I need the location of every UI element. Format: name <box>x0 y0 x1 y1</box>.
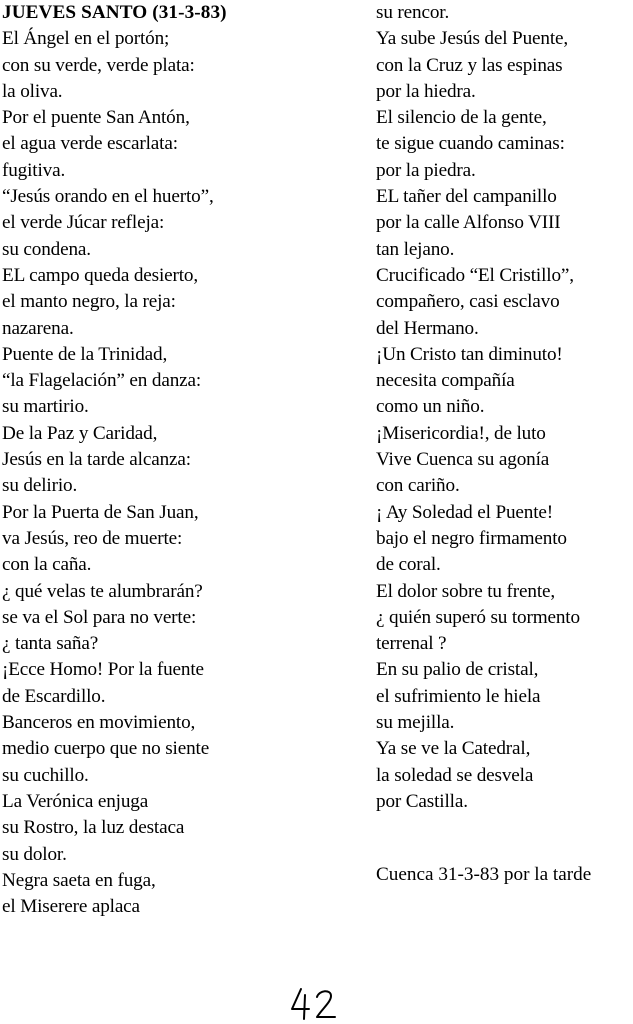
poem-line: compañero, casi esclavo <box>376 291 560 313</box>
poem-line: Banceros en movimiento, <box>2 712 196 734</box>
poem-line: EL campo queda desierto, <box>2 264 199 286</box>
poem-signature: Cuenca 31-3-83 por la tarde <box>376 864 592 885</box>
poem-left-column <box>2 0 332 920</box>
poem-line: con la caña. <box>2 554 92 576</box>
poem-line: la soledad se desvela <box>376 764 534 786</box>
poem-line: Ya sube Jesús del Puente, <box>376 28 569 50</box>
poem-line: con cariño. <box>376 475 460 497</box>
poem-line: su martirio. <box>2 396 89 418</box>
poem-line: su rencor. <box>376 2 450 23</box>
poem-line: el Miserere aplaca <box>2 896 140 918</box>
poem-line: como un niño. <box>376 396 485 418</box>
poem-line: ¿ tanta saña? <box>2 633 99 655</box>
poem-line: El Ángel en el portón; <box>2 28 170 50</box>
poem-right-column <box>376 0 633 815</box>
page-number <box>287 985 347 1021</box>
poem-line: ¡Ecce Homo! Por la fuente <box>2 659 204 681</box>
poem-title: JUEVES SANTO (31-3-83) <box>2 2 227 23</box>
poem-line: ¡Misericordia!, de luto <box>376 422 546 444</box>
poem-line: Puente de la Trinidad, <box>2 343 168 365</box>
poem-line: el sufrimiento le hiela <box>376 685 541 707</box>
poem-line: bajo el negro firmamento <box>376 527 567 549</box>
poem-line: En su palio de cristal, <box>376 659 539 681</box>
poem-line: ¡Un Cristo tan diminuto! <box>376 343 563 365</box>
poem-line: su cuchillo. <box>2 764 89 786</box>
poem-line: su mejilla. <box>376 712 455 734</box>
poem-line: por Castilla. <box>376 790 468 812</box>
poem-line: con su verde, verde plata: <box>2 54 195 76</box>
poem-line: La Verónica enjuga <box>2 790 149 812</box>
poem-line: Crucificado “El Cristillo”, <box>376 264 574 286</box>
poem-line: por la hiedra. <box>376 80 476 102</box>
poem-line: medio cuerpo que no siente <box>2 738 210 760</box>
poem-line: por la calle Alfonso VIII <box>376 212 561 234</box>
poem-line: el manto negro, la reja: <box>2 291 176 313</box>
poem-line: El dolor sobre tu frente, <box>376 580 556 602</box>
poem-line: tan lejano. <box>376 238 455 260</box>
poem-line: la oliva. <box>2 80 63 102</box>
poem-line: Ya se ve la Catedral, <box>376 738 531 760</box>
poem-line: su dolor. <box>2 843 67 865</box>
poem-line: su Rostro, la luz destaca <box>2 817 185 839</box>
poem-line: su condena. <box>2 238 91 260</box>
poem-line: “la Flagelación” en danza: <box>2 370 202 392</box>
poem-line: se va el Sol para no verte: <box>2 606 197 628</box>
poem-line: ¿ quién superó su tormento <box>376 606 580 628</box>
poem-line: su delirio. <box>2 475 78 497</box>
poem-line: va Jesús, reo de muerte: <box>2 527 183 549</box>
handwritten-page-number <box>287 985 347 1021</box>
poem-line: “Jesús orando en el huerto”, <box>2 186 214 208</box>
poem-line: el verde Júcar refleja: <box>2 212 165 234</box>
poem-line: De la Paz y Caridad, <box>2 422 158 444</box>
poem-line: de coral. <box>376 554 441 576</box>
poem-line: Negra saeta en fuga, <box>2 869 156 891</box>
poem-line: Por la Puerta de San Juan, <box>2 501 199 523</box>
poem-line: por la piedra. <box>376 159 476 181</box>
poem-line: del Hermano. <box>376 317 479 339</box>
poem-line: Jesús en la tarde alcanza: <box>2 449 191 471</box>
poem-line: El silencio de la gente, <box>376 107 547 129</box>
poem-line: te sigue cuando caminas: <box>376 133 565 155</box>
poem-line: terrenal ? <box>376 633 447 655</box>
poem-line: fugitiva. <box>2 159 66 181</box>
poem-line: ¡ Ay Soledad el Puente! <box>376 501 554 523</box>
poem-line: con la Cruz y las espinas <box>376 54 563 76</box>
poem-line: Vive Cuenca su agonía <box>376 449 550 471</box>
poem-line: EL tañer del campanillo <box>376 186 557 208</box>
poem-line: nazarena. <box>2 317 74 339</box>
poem-line: de Escardillo. <box>2 685 106 707</box>
poem-line: el agua verde escarlata: <box>2 133 178 155</box>
poem-line: necesita compañía <box>376 370 515 392</box>
poem-line: ¿ qué velas te alumbrarán? <box>2 580 203 602</box>
poem-line: Por el puente San Antón, <box>2 107 190 129</box>
